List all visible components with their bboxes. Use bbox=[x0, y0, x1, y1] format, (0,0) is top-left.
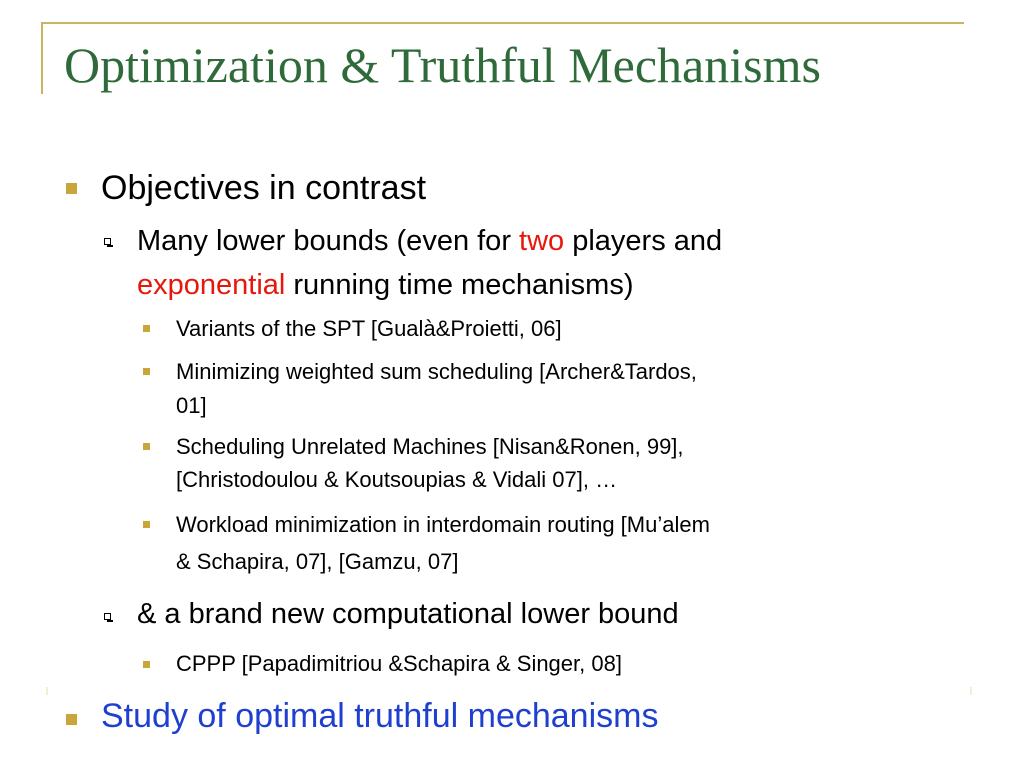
bullet-level2-continuation bbox=[137, 264, 633, 306]
bullet-text: running time mechanisms) bbox=[285, 269, 634, 301]
bullet-level3: Scheduling Unrelated Machines [Nisan&Ronen, 99], bbox=[176, 434, 684, 459]
square-bullet-icon bbox=[66, 183, 77, 194]
bullet-level1: Objectives in contrast bbox=[101, 169, 427, 207]
bullet-text: Many lower bounds (even for bbox=[137, 225, 520, 257]
bullet-level2: & a brand new computational lower bound bbox=[137, 598, 679, 630]
bullet-level3-continuation: [Christodoulou & Koutsoupias & Vidali 07], … bbox=[176, 467, 618, 492]
bullet-level3-continuation: & Schapira, 07], [Gamzu, 07] bbox=[176, 549, 459, 574]
bullet-level3: CPPP [Papadimitriou &Schapira & Singer, 08] bbox=[176, 651, 622, 676]
hollow-square-bullet-icon bbox=[104, 238, 111, 245]
footer-mark-left bbox=[46, 687, 48, 695]
square-bullet-icon bbox=[143, 325, 150, 332]
bullet-level3: Minimizing weighted sum scheduling [Archer&Tardos, bbox=[176, 359, 697, 384]
bullet-text: players and bbox=[564, 225, 723, 257]
bullet-level3: Variants of the SPT [Gualà&Proietti, 06] bbox=[176, 316, 562, 341]
footer-mark-right bbox=[970, 687, 972, 695]
bullet-level3: Workload minimization in interdomain routing [Mu’alem bbox=[176, 512, 710, 537]
hollow-square-bullet-icon bbox=[104, 613, 111, 620]
square-bullet-icon bbox=[143, 661, 150, 668]
bullet-level3-continuation: 01] bbox=[176, 393, 207, 418]
square-bullet-icon bbox=[143, 443, 150, 450]
square-bullet-icon bbox=[143, 368, 150, 375]
square-bullet-icon bbox=[143, 521, 150, 528]
highlight-text: exponential bbox=[137, 269, 286, 301]
slide-title: Optimization & Truthful Mechanisms bbox=[64, 37, 821, 93]
square-bullet-icon bbox=[66, 714, 77, 725]
highlight-text: two bbox=[519, 225, 565, 257]
bullet-level1: Study of optimal truthful mechanisms bbox=[101, 697, 659, 735]
bullet-level2 bbox=[137, 220, 722, 262]
